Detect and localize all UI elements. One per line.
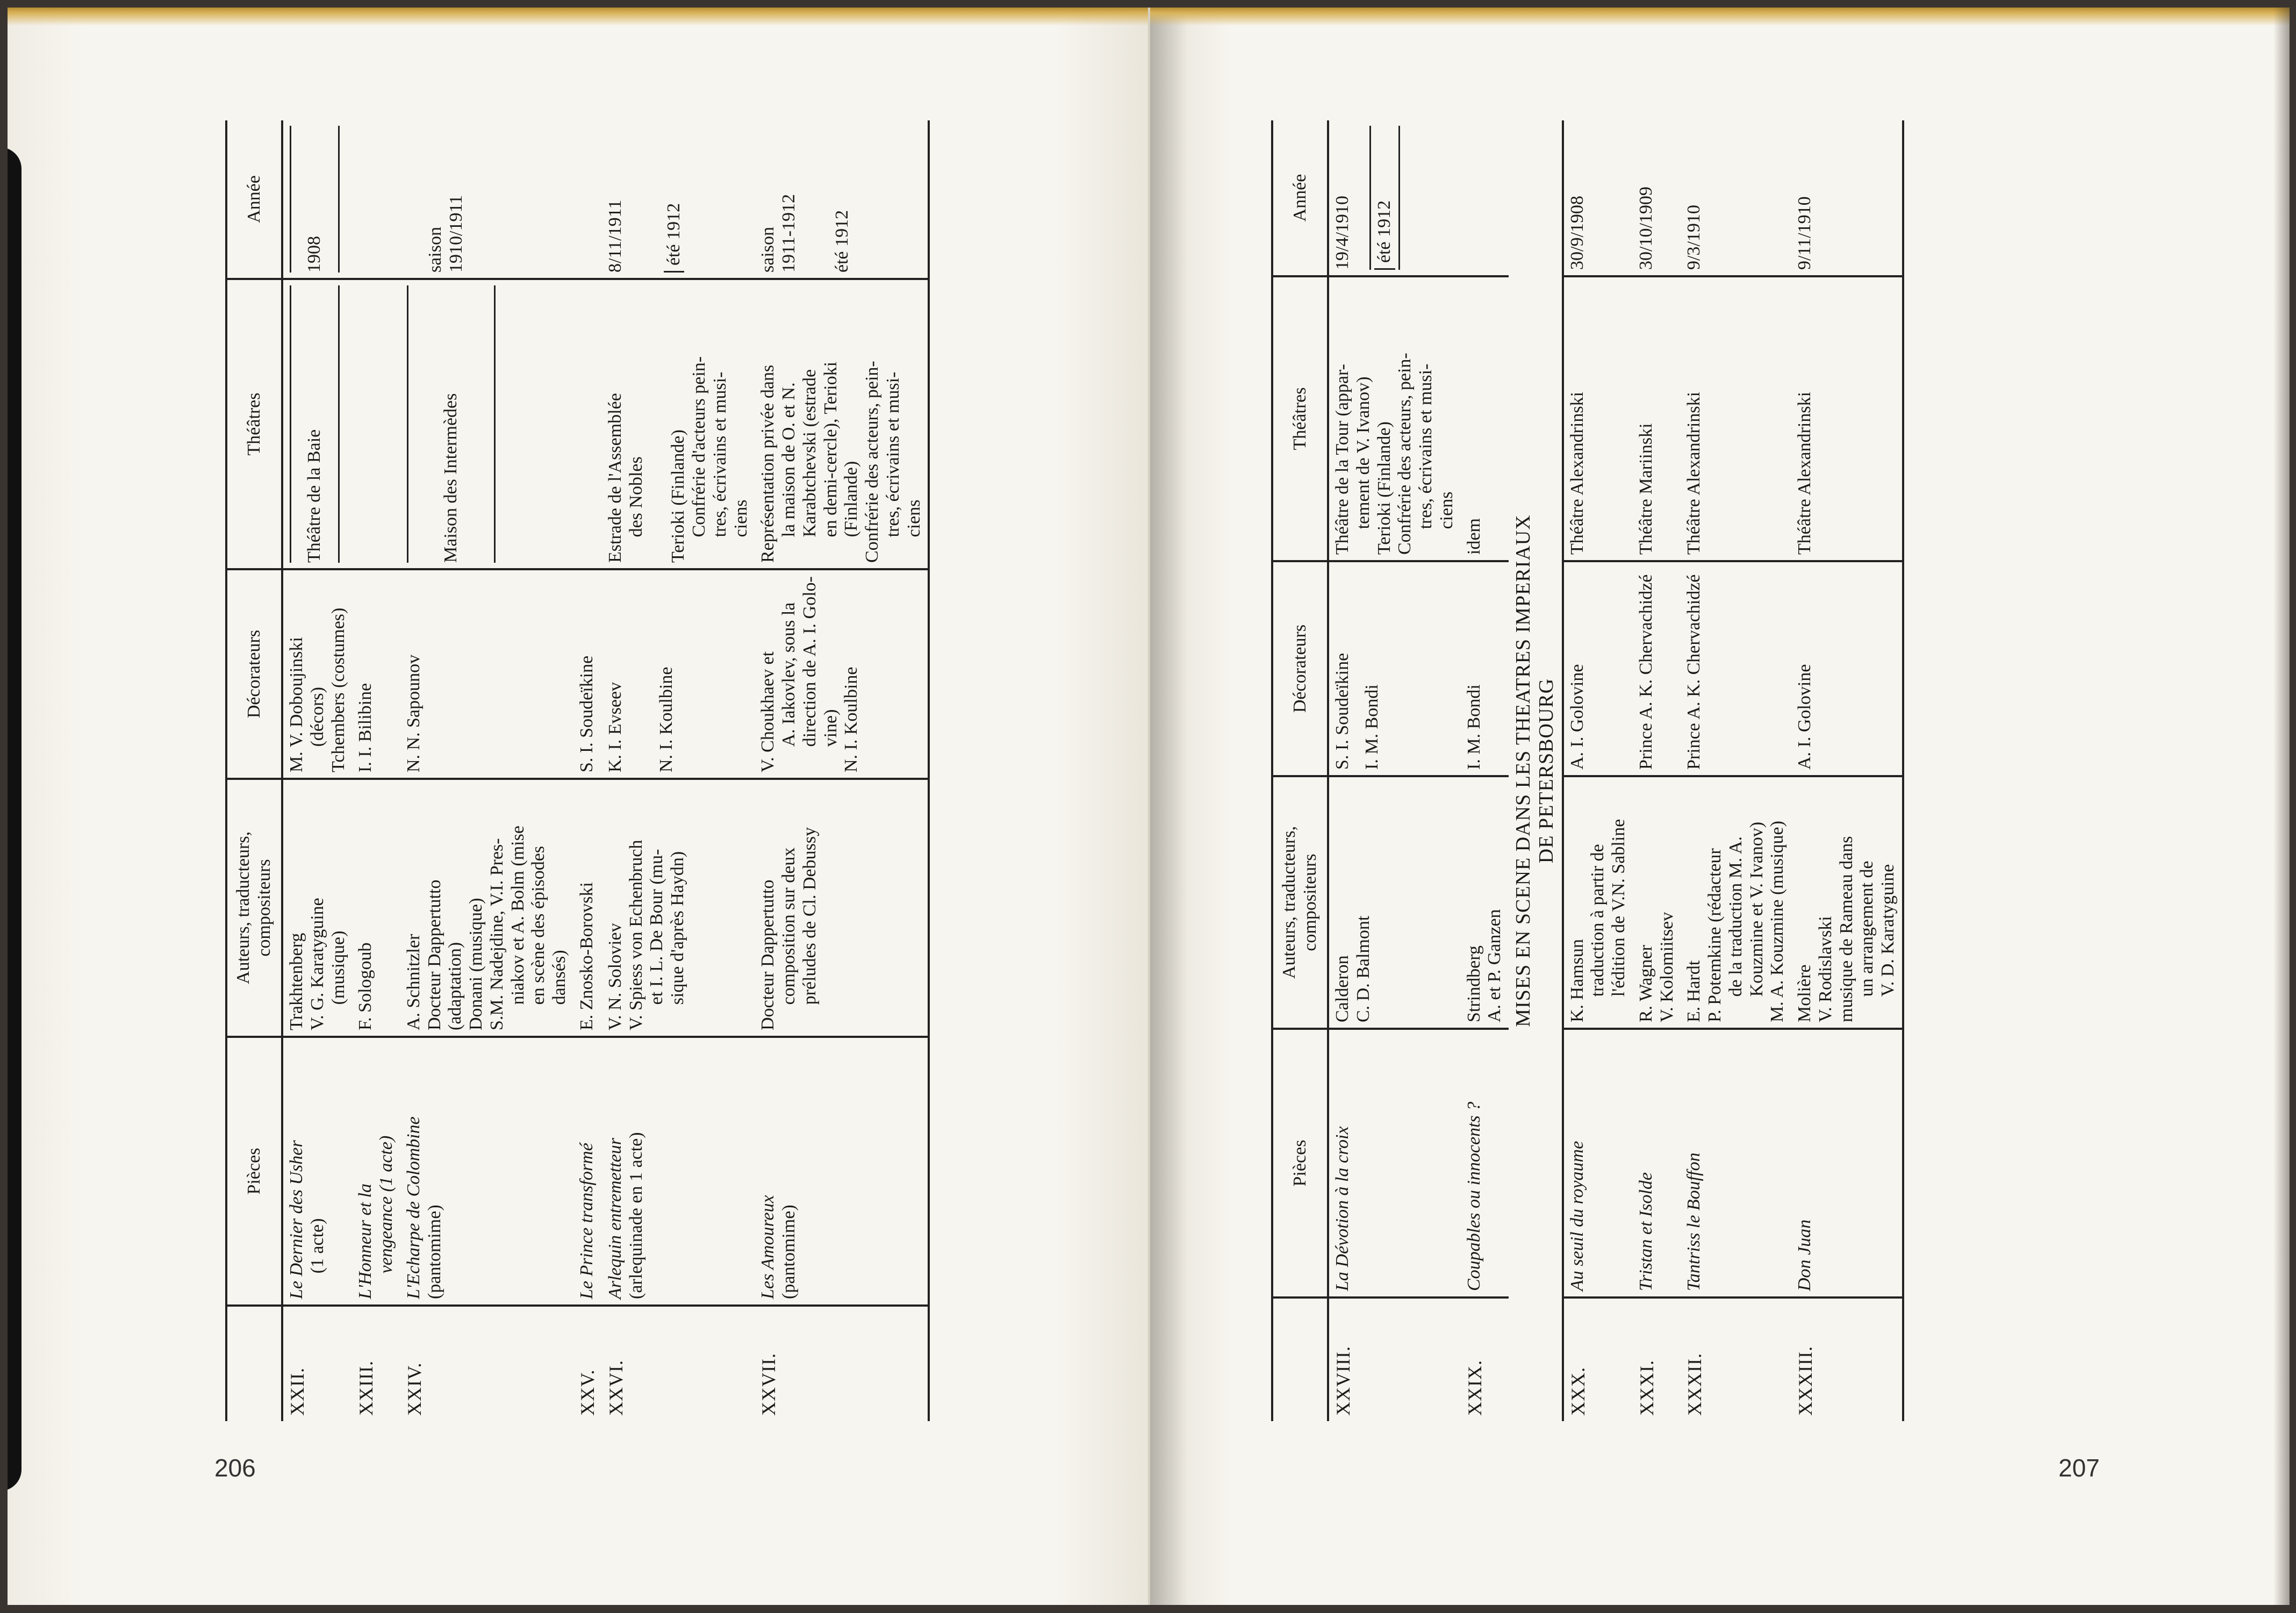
- decor-cell: [1328, 561, 1461, 776]
- theatre-cell: [1633, 276, 1681, 561]
- theatre-line: Confrérie des acteurs, pein-: [862, 361, 882, 563]
- page-top-band: [8, 8, 1148, 26]
- header-cell: Théâtres: [226, 279, 282, 569]
- brace-rule: [1398, 126, 1400, 270]
- theatre-line: ciens: [1436, 491, 1456, 529]
- play-line: Tristan et Isolde: [1635, 1172, 1656, 1291]
- decor-line: A. I. Golovine: [1795, 664, 1815, 770]
- section-title-line: MISES EN SCENE DANS LES THEATRES IMPERIAUX: [1512, 514, 1534, 1027]
- year-line: été 1912: [663, 203, 684, 266]
- author-line: sique d'après Haydn): [668, 851, 688, 1005]
- header-cell: [226, 1306, 282, 1421]
- author-line: V. Kolomiitsev: [1656, 912, 1677, 1022]
- brace-rule: [290, 285, 291, 563]
- decor-line: S. I. Soudeïkine: [1332, 653, 1352, 770]
- decor-line: V. Choukhaev et: [758, 651, 778, 772]
- row-number: XXVIII.: [1332, 1346, 1354, 1416]
- decor-cell: [1633, 561, 1681, 776]
- header-cell: Décorateurs: [226, 569, 282, 779]
- decor-line: N. I. Koulbine: [656, 666, 676, 772]
- play-line: (pantomime): [779, 1205, 799, 1299]
- decor-line: Prince A. K. Chervachidzé: [1635, 574, 1656, 770]
- year-line: [626, 126, 664, 273]
- decor-cell: [1563, 561, 1633, 776]
- theatre-cell: [1328, 276, 1461, 561]
- theatre-cell: [282, 279, 400, 569]
- authors-cell: [1461, 776, 1509, 1029]
- table-row: [1328, 120, 1461, 1421]
- year-line: saison: [758, 227, 778, 273]
- author-line: Docteur Dappertutto: [758, 879, 778, 1030]
- theatre-line: Confrérie des acteurs, pein-: [1395, 353, 1415, 555]
- table-row: [1633, 120, 1681, 1421]
- year-line: 30/10/1909: [1635, 187, 1656, 270]
- author-line: en scène des épisodes: [528, 845, 549, 1005]
- table-header-row: [226, 120, 282, 1421]
- author-line: A. et P. Ganzen: [1484, 909, 1505, 1022]
- year-cell: [1791, 120, 1903, 276]
- theatre-line: Théâtre Alexandrinski: [1795, 391, 1815, 555]
- year-line: 9/11/1910: [1795, 196, 1815, 270]
- play-title: [282, 1037, 352, 1306]
- author-line: V. Spiess von Echenbruch: [626, 840, 646, 1030]
- table-row: [282, 120, 352, 1421]
- author-line: Calderon: [1332, 955, 1352, 1022]
- authors-cell: [352, 779, 400, 1037]
- author-line: E. Hardt: [1684, 960, 1704, 1022]
- section-title: [1509, 120, 1563, 1421]
- header-cell: Théâtres: [1272, 276, 1328, 561]
- theatre-cell: [602, 279, 755, 569]
- row-number: XXIX.: [1463, 1360, 1486, 1416]
- play-line: (arlequinade en 1 acte): [626, 1132, 646, 1299]
- decor-cell: [1461, 561, 1509, 776]
- decor-cell: [352, 569, 400, 779]
- decor-line: N. N. Sapounov: [403, 654, 424, 772]
- theatre-line: idem: [1463, 518, 1484, 555]
- brace-rule: [290, 126, 291, 273]
- theatre-cell: [1681, 276, 1791, 561]
- table-row: [1461, 120, 1509, 1421]
- brace-rule: [494, 285, 496, 563]
- author-line: R. Wagner: [1635, 945, 1656, 1022]
- theatre-line: Théâtre Alexandrinski: [1684, 391, 1704, 555]
- theatre-line: tres, écrivains et musi-: [709, 371, 730, 537]
- theatre-line: Terioki (Finlande): [668, 429, 688, 563]
- decor-line: N. I. Koulbine: [841, 666, 862, 772]
- year-cell: [1328, 120, 1461, 276]
- brace-rule: [1369, 126, 1371, 270]
- author-line: V. Rodislavski: [1815, 916, 1835, 1022]
- row-number: XXX.: [1567, 1367, 1589, 1416]
- authors-cell: [1681, 776, 1791, 1029]
- theatre-line: tement de V. Ivanov): [1353, 376, 1373, 529]
- decor-cell: [1791, 561, 1903, 776]
- author-line: et I. L. De Bour (mu-: [647, 849, 667, 1005]
- decor-line: A. Iakovlev, sous la: [779, 602, 799, 747]
- row-number: XXXI.: [1635, 1360, 1658, 1416]
- brace-rule: [407, 285, 408, 563]
- decor-line: S. I. Soudeïkine: [576, 655, 597, 772]
- decor-line: vine): [820, 709, 841, 747]
- author-line: musique de Rameau dans: [1836, 836, 1856, 1022]
- year-cell: [602, 120, 755, 279]
- authors-cell: [282, 779, 352, 1037]
- theatre-line: en demi-cercle), Terioki: [820, 361, 841, 537]
- row-number: XXXII.: [1684, 1353, 1706, 1416]
- year-line: 1908: [304, 236, 324, 273]
- year-line: [800, 126, 832, 273]
- year-line: 19/4/1910: [1332, 196, 1352, 270]
- theatre-line: ciens: [730, 499, 751, 537]
- play-line: Coupables ou innocents ?: [1463, 1101, 1484, 1291]
- authors-cell: [1563, 776, 1633, 1029]
- year-line: 1911-1912: [779, 193, 799, 273]
- year-cell: [1633, 120, 1681, 276]
- theatre-cell: [1791, 276, 1903, 561]
- decor-line: I. M. Bondi: [1463, 684, 1484, 770]
- section-title-line: DE PETERSBOURG: [1535, 678, 1558, 864]
- theatre-line: tres, écrivains et musi-: [1416, 363, 1436, 529]
- play-title: [602, 1037, 755, 1306]
- play-line: La Dévotion à la croix: [1332, 1126, 1352, 1291]
- header-cell: Pièces: [226, 1037, 282, 1306]
- year-line: 8/11/1911: [605, 199, 625, 273]
- author-line: V. N. Soloviev: [605, 923, 625, 1030]
- header-cell: Année: [1272, 120, 1328, 276]
- author-line: M. A. Kouzmine (musique): [1767, 821, 1788, 1022]
- author-line: E. Znosko-Borovski: [576, 882, 597, 1030]
- decor-cell: [1681, 561, 1791, 776]
- play-title: [573, 1037, 602, 1306]
- table-row: [1681, 120, 1791, 1421]
- play-line: Le Dernier des Usher: [286, 1140, 306, 1299]
- authors-cell: [1328, 776, 1461, 1029]
- year-brace: [664, 203, 685, 273]
- author-line: traduction à partir de: [1588, 844, 1608, 997]
- author-line: un arrangement de: [1857, 861, 1877, 997]
- header-cell: Décorateurs: [1272, 561, 1328, 776]
- theatre-cell: [400, 279, 602, 569]
- decor-line: direction de A. I. Golo-: [799, 576, 820, 747]
- theatre-line: Théâtre de la Baie: [304, 429, 324, 563]
- play-line: (1 acte): [307, 1218, 327, 1274]
- author-line: K. Hamsun: [1567, 939, 1587, 1022]
- play-line: L'Honneur et la: [355, 1183, 376, 1299]
- decor-line: A. I. Golovine: [1567, 664, 1587, 770]
- decor-line: [1353, 568, 1362, 770]
- author-line: dansés): [549, 950, 569, 1005]
- year-cell: [1461, 120, 1509, 276]
- page-number: 207: [2058, 1454, 2100, 1482]
- year-cell: [1563, 120, 1633, 276]
- table-row: [400, 120, 573, 1421]
- row-number: XXVI.: [605, 1360, 627, 1416]
- theatre-line: (Finlande): [841, 461, 862, 537]
- authors-cell: [755, 779, 929, 1037]
- right-table-rotated: [1271, 120, 1904, 1421]
- decor-line: M. V. Doboujinski: [286, 637, 306, 772]
- header-cell: Auteurs, traducteurs, compositeurs: [1272, 776, 1328, 1029]
- play-line: vengeance (1 acte): [376, 1135, 396, 1274]
- play-line: L'Echarpe de Colombine: [403, 1116, 424, 1299]
- table-row: [1791, 120, 1903, 1421]
- year-cell: [282, 120, 400, 279]
- decor-cell: [282, 569, 352, 779]
- theatre-line: tres, écrivains et musi-: [882, 371, 903, 537]
- year-line: été 1912: [1374, 200, 1394, 263]
- play-line: (pantomime): [424, 1205, 444, 1299]
- header-cell: Pièces: [1272, 1029, 1328, 1297]
- theatre-line: [647, 285, 668, 563]
- row-number: XXII.: [286, 1367, 308, 1416]
- left-table-rotated: [225, 120, 930, 1421]
- author-line: P. Potemkine (rédacteur: [1705, 848, 1725, 1022]
- theatre-line: Maison des Intermèdes: [440, 393, 461, 563]
- theatre-line: Karabtchevski (estrade: [799, 369, 820, 537]
- play-title: [352, 1037, 400, 1306]
- author-line: (adaptation): [445, 942, 465, 1030]
- year-cell: [1681, 120, 1791, 276]
- play-line: Arlequin entremetteur: [605, 1138, 625, 1299]
- author-line: (musique): [328, 930, 348, 1005]
- author-line: Donani (musique): [466, 898, 486, 1030]
- plays-table-right: [1271, 120, 1904, 1421]
- page-top-band: [1150, 8, 2290, 26]
- authors-cell: [1633, 776, 1681, 1029]
- decor-line: K. I. Evseev: [605, 682, 625, 772]
- author-line: C. D. Balmont: [1353, 915, 1373, 1022]
- table-header-row: [1272, 120, 1328, 1421]
- book-edge: [8, 147, 21, 1491]
- theatre-line: Théâtre Alexandrinski: [1567, 391, 1587, 555]
- author-line: Strindberg: [1463, 945, 1484, 1022]
- author-line: V. G. Karatyguine: [307, 898, 327, 1030]
- gutter-shadow: [1150, 8, 1188, 1605]
- header-cell: [1272, 1297, 1328, 1421]
- authors-cell: [400, 779, 573, 1037]
- decor-cell: [573, 569, 602, 779]
- brace-rule: [338, 126, 340, 273]
- theatre-line: Terioki (Finlande): [1374, 421, 1394, 555]
- author-line: l'édition de V.N. Sabline: [1609, 819, 1629, 997]
- section-row: [1509, 120, 1563, 1421]
- play-title: [1681, 1029, 1791, 1297]
- author-line: composition sur deux: [779, 847, 799, 1005]
- decor-cell: [602, 569, 755, 779]
- left-page: [8, 8, 1150, 1605]
- author-line: de la traduction M. A.: [1725, 836, 1746, 997]
- theatre-line: Théâtre de la Tour (appar-: [1332, 363, 1352, 555]
- play-title: [400, 1037, 573, 1306]
- theatre-line: Théâtre Mariinski: [1635, 423, 1656, 555]
- decor-line: I. M. Bondi: [1361, 684, 1382, 770]
- book-spread: [8, 8, 2290, 1605]
- author-line: Molière: [1795, 964, 1815, 1022]
- author-line: Kouzmine et V. Ivanov): [1746, 821, 1767, 997]
- authors-cell: [602, 779, 755, 1037]
- theatre-line: ciens: [903, 499, 924, 537]
- authors-cell: [573, 779, 602, 1037]
- page-number: 206: [214, 1454, 256, 1482]
- year-line: été 1912: [831, 210, 852, 273]
- author-line: niakov et A. Bolm (mise: [507, 826, 528, 1005]
- brace-rule: [338, 285, 340, 563]
- table-row: [755, 120, 929, 1421]
- decor-line: Tchembers (costumes): [328, 607, 348, 772]
- decor-line: I. I. Bilibine: [355, 683, 376, 772]
- decor-line: [626, 576, 656, 772]
- year-line: 9/3/1910: [1684, 205, 1704, 270]
- play-title: [1328, 1029, 1461, 1297]
- decor-line: (décors): [307, 687, 327, 747]
- play-title: [755, 1037, 929, 1306]
- row-number: XXXIII.: [1795, 1346, 1817, 1416]
- play-line: Don Juan: [1795, 1219, 1815, 1291]
- theatre-line: la maison de O. et N.: [779, 382, 799, 537]
- row-number: XXIV.: [403, 1362, 425, 1416]
- row-number: XXIII.: [355, 1360, 377, 1416]
- header-cell: Auteurs, traducteurs, compositeurs: [226, 779, 282, 1037]
- right-page: [1150, 8, 2290, 1605]
- theatre-cell: [1461, 276, 1509, 561]
- author-line: V. D. Karatyguine: [1878, 864, 1898, 997]
- play-line: Tantriss le Bouffon: [1684, 1152, 1704, 1291]
- play-title: [1563, 1029, 1633, 1297]
- year-line: 30/9/1908: [1567, 196, 1587, 270]
- theatre-line: Représentation privée dans: [758, 364, 778, 563]
- year-brace: [1374, 200, 1395, 270]
- author-line: préludes de Cl. Debussy: [799, 827, 820, 1005]
- row-number: XXV.: [576, 1369, 598, 1416]
- author-line: S.M. Nadejdine, V.I. Pres-: [486, 838, 507, 1030]
- play-line: Les Amoureux: [758, 1195, 778, 1299]
- plays-table-left: [225, 120, 930, 1421]
- decor-line: Prince A. K. Chervachidzé: [1684, 574, 1704, 770]
- authors-cell: [1791, 776, 1903, 1029]
- theatre-line: Confrérie d'acteurs pein-: [689, 356, 709, 537]
- play-title: [1791, 1029, 1903, 1297]
- year-line: saison: [425, 227, 445, 273]
- theatre-line: Estrade de l'Assemblée: [605, 393, 625, 563]
- author-line: F. Sologoub: [355, 942, 376, 1030]
- year-cell: [400, 120, 602, 279]
- play-title: [1461, 1029, 1509, 1297]
- author-line: Trakhtenberg: [286, 933, 306, 1030]
- decor-cell: [400, 569, 573, 779]
- year-line: 1910/1911: [446, 195, 466, 273]
- theatre-cell: [755, 279, 929, 569]
- book-edge: [2273, 8, 2290, 1605]
- year-cell: [755, 120, 929, 279]
- author-line: A. Schnitzler: [403, 934, 424, 1030]
- author-line: Docteur Dappertutto: [424, 879, 444, 1030]
- header-cell: Année: [226, 120, 282, 279]
- table-row: [602, 120, 755, 1421]
- table-row: [1563, 120, 1633, 1421]
- play-line: Au seuil du royaume: [1567, 1141, 1587, 1291]
- theatre-cell: [1563, 276, 1633, 561]
- theatre-line: des Nobles: [626, 456, 646, 537]
- play-line: Le Prince transformé: [576, 1143, 597, 1299]
- row-number: XXVII.: [758, 1353, 780, 1416]
- decor-cell: [755, 569, 929, 779]
- play-title: [1633, 1029, 1681, 1297]
